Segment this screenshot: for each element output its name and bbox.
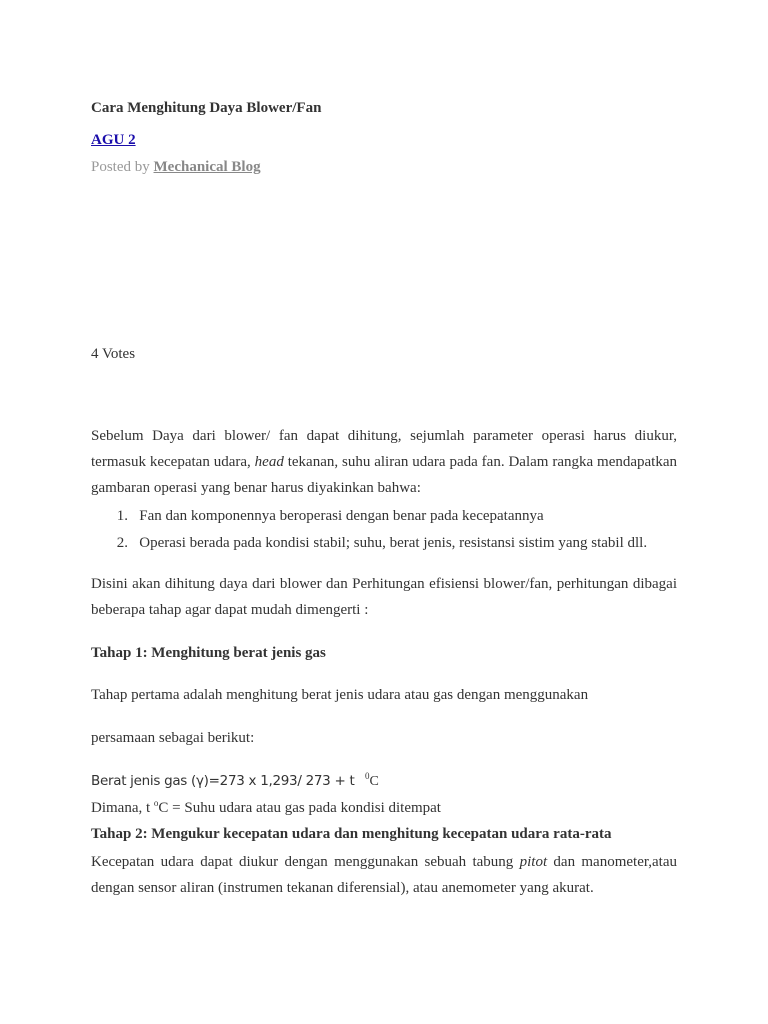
formula-explanation: [91, 798, 441, 817]
intro-text-1: Sebelum Daya dari blower/ fan dapat dihitung, sejumlah parameter operasi harus diukur, termasuk kecepatan udara,: [91, 428, 677, 470]
intro-paragraph: [91, 423, 677, 501]
velocity-paragraph: [91, 849, 677, 901]
post-date-link[interactable]: AGU 2: [91, 132, 136, 148]
posted-by: [91, 159, 261, 176]
formula-unit: C: [369, 774, 379, 789]
posted-by-prefix: Posted by: [91, 159, 150, 175]
velocity-text-2: dan manometer,atau dengan sensor aliran (instrumen tekanan diferensial), atau anemometer yang akurat.: [91, 854, 677, 896]
stages-paragraph: Disini akan dihitung daya dari blower dan Perhitungan efisiensi blower/fan, perhitungan dibagai beberapa tahap agar dapat mudah dimengerti :: [91, 576, 677, 618]
velocity-text-1: Kecepatan udara dapat diukur dengan menggunakan sebuah tabung: [91, 854, 520, 870]
pitot-italic: pitot: [519, 854, 548, 870]
head-italic: head: [254, 454, 284, 470]
formula-sup: 0: [364, 771, 370, 781]
list-item: [91, 530, 647, 557]
post-title: Cara Menghitung Daya Blower/Fan: [91, 100, 322, 116]
dimana-suffix: C = Suhu udara atau gas pada kondisi ditempat: [158, 800, 441, 816]
author-link[interactable]: Mechanical Blog: [153, 159, 261, 175]
list-text: Operasi berada pada kondisi stabil; suhu, berat jenis, resistansi sistim yang stabil dll.: [139, 535, 648, 551]
list-item: [91, 503, 647, 530]
intro-text-2: tekanan, suhu aliran udara pada fan. Dalam rangka mendapatkan gambaran operasi yang benar harus diyakinkan bahwa:: [91, 454, 677, 496]
tahap1-line2: persamaan sebagai berikut:: [91, 730, 255, 746]
list-number: 1.: [116, 508, 128, 524]
formula-text: Berat jenis gas (γ)=273 x 1,293/ 273 + t: [91, 773, 355, 789]
dimana-sup: o: [153, 798, 159, 808]
condition-list: [91, 503, 647, 557]
tahap2-heading: Tahap 2: Mengukur kecepatan udara dan menghitung kecepatan udara rata-rata: [91, 826, 612, 842]
post-date: [91, 132, 136, 149]
tahap1-line1: Tahap pertama adalah menghitung berat jenis udara atau gas dengan menggunakan: [91, 687, 589, 703]
tahap1-heading: Tahap 1: Menghitung berat jenis gas: [91, 645, 326, 661]
list-text: Fan dan komponennya beroperasi dengan benar pada kecepatannya: [139, 508, 544, 524]
list-number: 2.: [116, 535, 128, 551]
density-formula: [91, 771, 379, 790]
dimana-prefix: Dimana, t: [91, 800, 154, 816]
votes-count: 4 Votes: [91, 346, 136, 362]
